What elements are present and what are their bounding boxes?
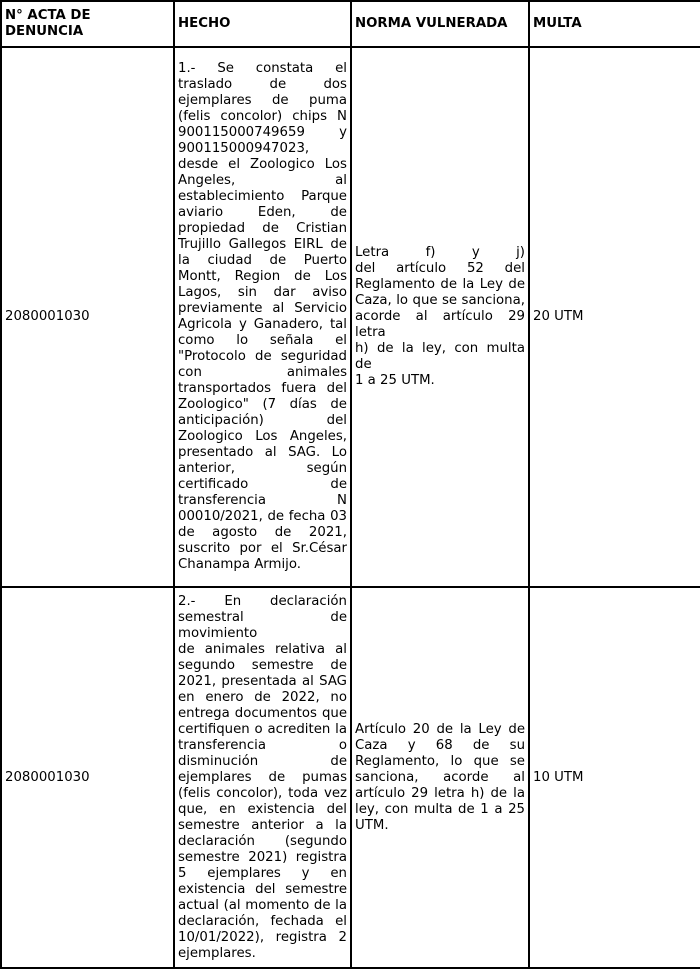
- hecho-cell: [174, 47, 351, 587]
- text-line: (felis concolor) chips N: [178, 109, 347, 124]
- text-line: en enero de 2022, no: [178, 689, 347, 705]
- text-line: Reglamento, lo que se: [355, 753, 525, 769]
- text-line: como lo señala el: [178, 333, 347, 348]
- text-paragraph: [178, 61, 347, 157]
- text-line: UTM.: [355, 817, 389, 833]
- text-line: acorde al artículo 29 letra: [355, 309, 525, 340]
- text-line: transferencia N: [178, 493, 347, 508]
- col-header-hecho: HECHO: [174, 1, 351, 47]
- text-line: Caza, lo que se sanciona,: [355, 293, 525, 308]
- text-line: desde el Zoologico Los: [178, 157, 347, 172]
- text-line: Caza y 68 de su: [355, 737, 525, 753]
- text-line: (felis concolor), toda vez: [178, 785, 347, 801]
- text-line: ejemplares de puma: [178, 93, 347, 108]
- text-line: ejemplares.: [178, 945, 256, 961]
- text-line: suscrito por el Sr.César: [178, 541, 347, 556]
- text-line: disminución de: [178, 753, 347, 769]
- text-line: la ciudad de Puerto: [178, 253, 347, 268]
- text-line: transferencia o: [178, 737, 347, 753]
- acta-number-cell: 2080001030: [1, 47, 174, 587]
- text-line: ley, con multa de 1 a 25: [355, 801, 525, 817]
- text-line: Lagos, sin dar aviso: [178, 285, 347, 300]
- text-line: semestral de movimiento: [178, 609, 347, 641]
- hecho-cell: [174, 587, 351, 968]
- text-line: segundo semestre de: [178, 657, 347, 673]
- text-line: "Protocolo de seguridad: [178, 349, 347, 364]
- text-line: de agosto de 2021,: [178, 525, 347, 540]
- text-line: 10/01/2022), registra 2: [178, 929, 347, 945]
- text-line: N° ACTA DE: [5, 8, 91, 23]
- text-line: Letra f) y j): [355, 245, 525, 260]
- text-paragraph: [178, 157, 347, 573]
- text-line: de animales relativa al: [178, 641, 347, 657]
- text-line: declaración, fechada el: [178, 913, 347, 929]
- table-row: [1, 47, 700, 587]
- text-line: transportados fuera del: [178, 381, 347, 396]
- col-header-norma-vulnerada: NORMA VULNERADA: [351, 1, 529, 47]
- text-line: anticipación) del: [178, 413, 347, 428]
- text-line: con animales: [178, 365, 347, 380]
- col-header-multa: MULTA: [529, 1, 700, 47]
- text-line: anterior, según: [178, 461, 347, 476]
- text-line: que, en existencia del: [178, 801, 347, 817]
- col-header-acta-denuncia: [1, 1, 174, 47]
- table-row: [1, 587, 700, 968]
- text-line: 1.- Se constata el: [178, 61, 347, 76]
- multa-cell: 10 UTM: [529, 587, 700, 968]
- text-line: propiedad de Cristian: [178, 221, 347, 236]
- text-line: existencia del semestre: [178, 881, 347, 897]
- text-line: DENUNCIA: [5, 24, 84, 39]
- text-line: ejemplares de pumas: [178, 769, 347, 785]
- text-line: 5 ejemplares y en: [178, 865, 347, 881]
- text-line: previamente al Servicio: [178, 301, 347, 316]
- text-line: 900115000749659 y: [178, 125, 347, 140]
- text-line: establecimiento Parque: [178, 189, 347, 204]
- norma-vulnerada-cell: [351, 47, 529, 587]
- text-line: Chanampa Armijo.: [178, 557, 302, 572]
- text-line: artículo 29 letra h) de la: [355, 785, 525, 801]
- text-line: sanciona, acorde al: [355, 769, 525, 785]
- text-line: 2021, presentada al SAG: [178, 673, 347, 689]
- table-header-row: [1, 1, 700, 47]
- text-line: Trujillo Gallegos EIRL de: [178, 237, 347, 252]
- text-line: Montt, Region de Los: [178, 269, 347, 284]
- text-line: 00010/2021, de fecha 03: [178, 509, 347, 524]
- text-line: h) de la ley, con multa de: [355, 341, 525, 372]
- text-line: 900115000947023,: [178, 141, 310, 156]
- text-line: aviario Eden, de: [178, 205, 347, 220]
- text-line: Zoologico" (7 días de: [178, 397, 347, 412]
- multa-cell: 20 UTM: [529, 47, 700, 587]
- norma-vulnerada-cell: [351, 587, 529, 968]
- text-line: Reglamento de la Ley de: [355, 277, 525, 292]
- text-line: actual (al momento de la: [178, 897, 347, 913]
- text-line: semestre 2021) registra: [178, 849, 347, 865]
- text-line: declaración (segundo: [178, 833, 347, 849]
- text-line: 2.- En declaración: [178, 593, 347, 609]
- acta-number-cell: 2080001030: [1, 587, 174, 968]
- text-line: Angeles, al: [178, 173, 347, 188]
- text-line: certifiquen o acrediten la: [178, 721, 347, 737]
- text-line: traslado de dos: [178, 77, 347, 92]
- text-line: Agricola y Ganadero, tal: [178, 317, 347, 332]
- text-line: presentado al SAG. Lo: [178, 445, 347, 460]
- text-line: Zoologico Los Angeles,: [178, 429, 347, 444]
- text-line: 1 a 25 UTM.: [355, 373, 435, 388]
- text-line: entrega documentos que: [178, 705, 347, 721]
- text-line: del artículo 52 del: [355, 261, 525, 276]
- text-line: Artículo 20 de la Ley de: [355, 721, 525, 737]
- text-line: certificado de: [178, 477, 347, 492]
- text-line: semestre anterior a la: [178, 817, 347, 833]
